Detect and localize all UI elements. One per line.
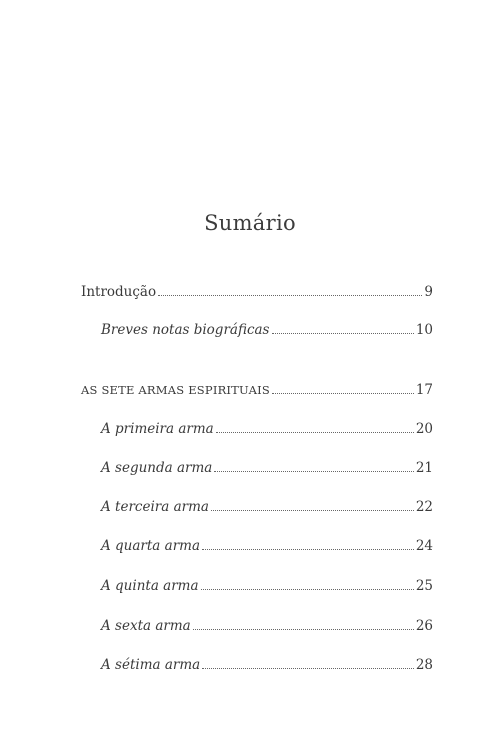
toc-entry-sexta-arma[interactable] — [101, 617, 433, 635]
toc-entry-page: 17 — [415, 382, 433, 398]
toc-leader — [158, 294, 422, 296]
toc-entry-page: 24 — [415, 538, 433, 554]
toc-leader — [201, 588, 414, 590]
toc-leader — [214, 470, 413, 472]
toc-entry-label: A quarta arma — [101, 538, 200, 554]
toc-entry-label: A sexta arma — [101, 618, 191, 634]
toc-entry-quarta-arma[interactable] — [101, 537, 433, 555]
toc-entry-label: A segunda arma — [101, 460, 213, 476]
toc-entry-terceira-arma[interactable] — [101, 498, 433, 516]
toc-leader — [193, 628, 414, 630]
toc-entry-sete-armas[interactable] — [81, 381, 433, 399]
toc-entry-label: A primeira arma — [101, 421, 214, 437]
toc-leader — [272, 332, 414, 334]
toc-entry-setima-arma[interactable] — [101, 656, 433, 674]
toc-leader — [202, 548, 414, 550]
toc-entry-label: Introdução — [81, 284, 157, 300]
toc-entry-page: 9 — [424, 284, 433, 300]
toc-entry-label: A terceira arma — [101, 499, 209, 515]
toc-leader — [211, 509, 414, 511]
toc-entry-page: 10 — [415, 322, 433, 338]
toc-entry-page: 22 — [415, 499, 433, 515]
toc-entry-label: Breves notas biográficas — [101, 322, 270, 338]
toc-entry-page: 26 — [415, 618, 433, 634]
toc-leader — [216, 431, 414, 433]
toc-entry-page: 20 — [415, 421, 433, 437]
toc-entry-quinta-arma[interactable] — [101, 577, 433, 595]
toc-leader — [202, 667, 414, 669]
toc-entry-primeira-arma[interactable] — [101, 420, 433, 438]
toc-entry-introducao[interactable] — [81, 283, 433, 301]
toc-entry-label: A quinta arma — [101, 578, 199, 594]
toc-entry-label: AS SETE ARMAS ESPIRITUAIS — [81, 383, 270, 397]
toc-entry-page: 28 — [415, 657, 433, 673]
page-title: Sumário — [204, 211, 296, 235]
toc-entry-breves-notas[interactable] — [101, 321, 433, 339]
toc-leader — [272, 392, 414, 394]
toc-entry-segunda-arma[interactable] — [101, 459, 433, 477]
toc-entry-page: 25 — [415, 578, 433, 594]
toc-entry-page: 21 — [415, 460, 433, 476]
toc-entry-label: A sétima arma — [101, 657, 201, 673]
